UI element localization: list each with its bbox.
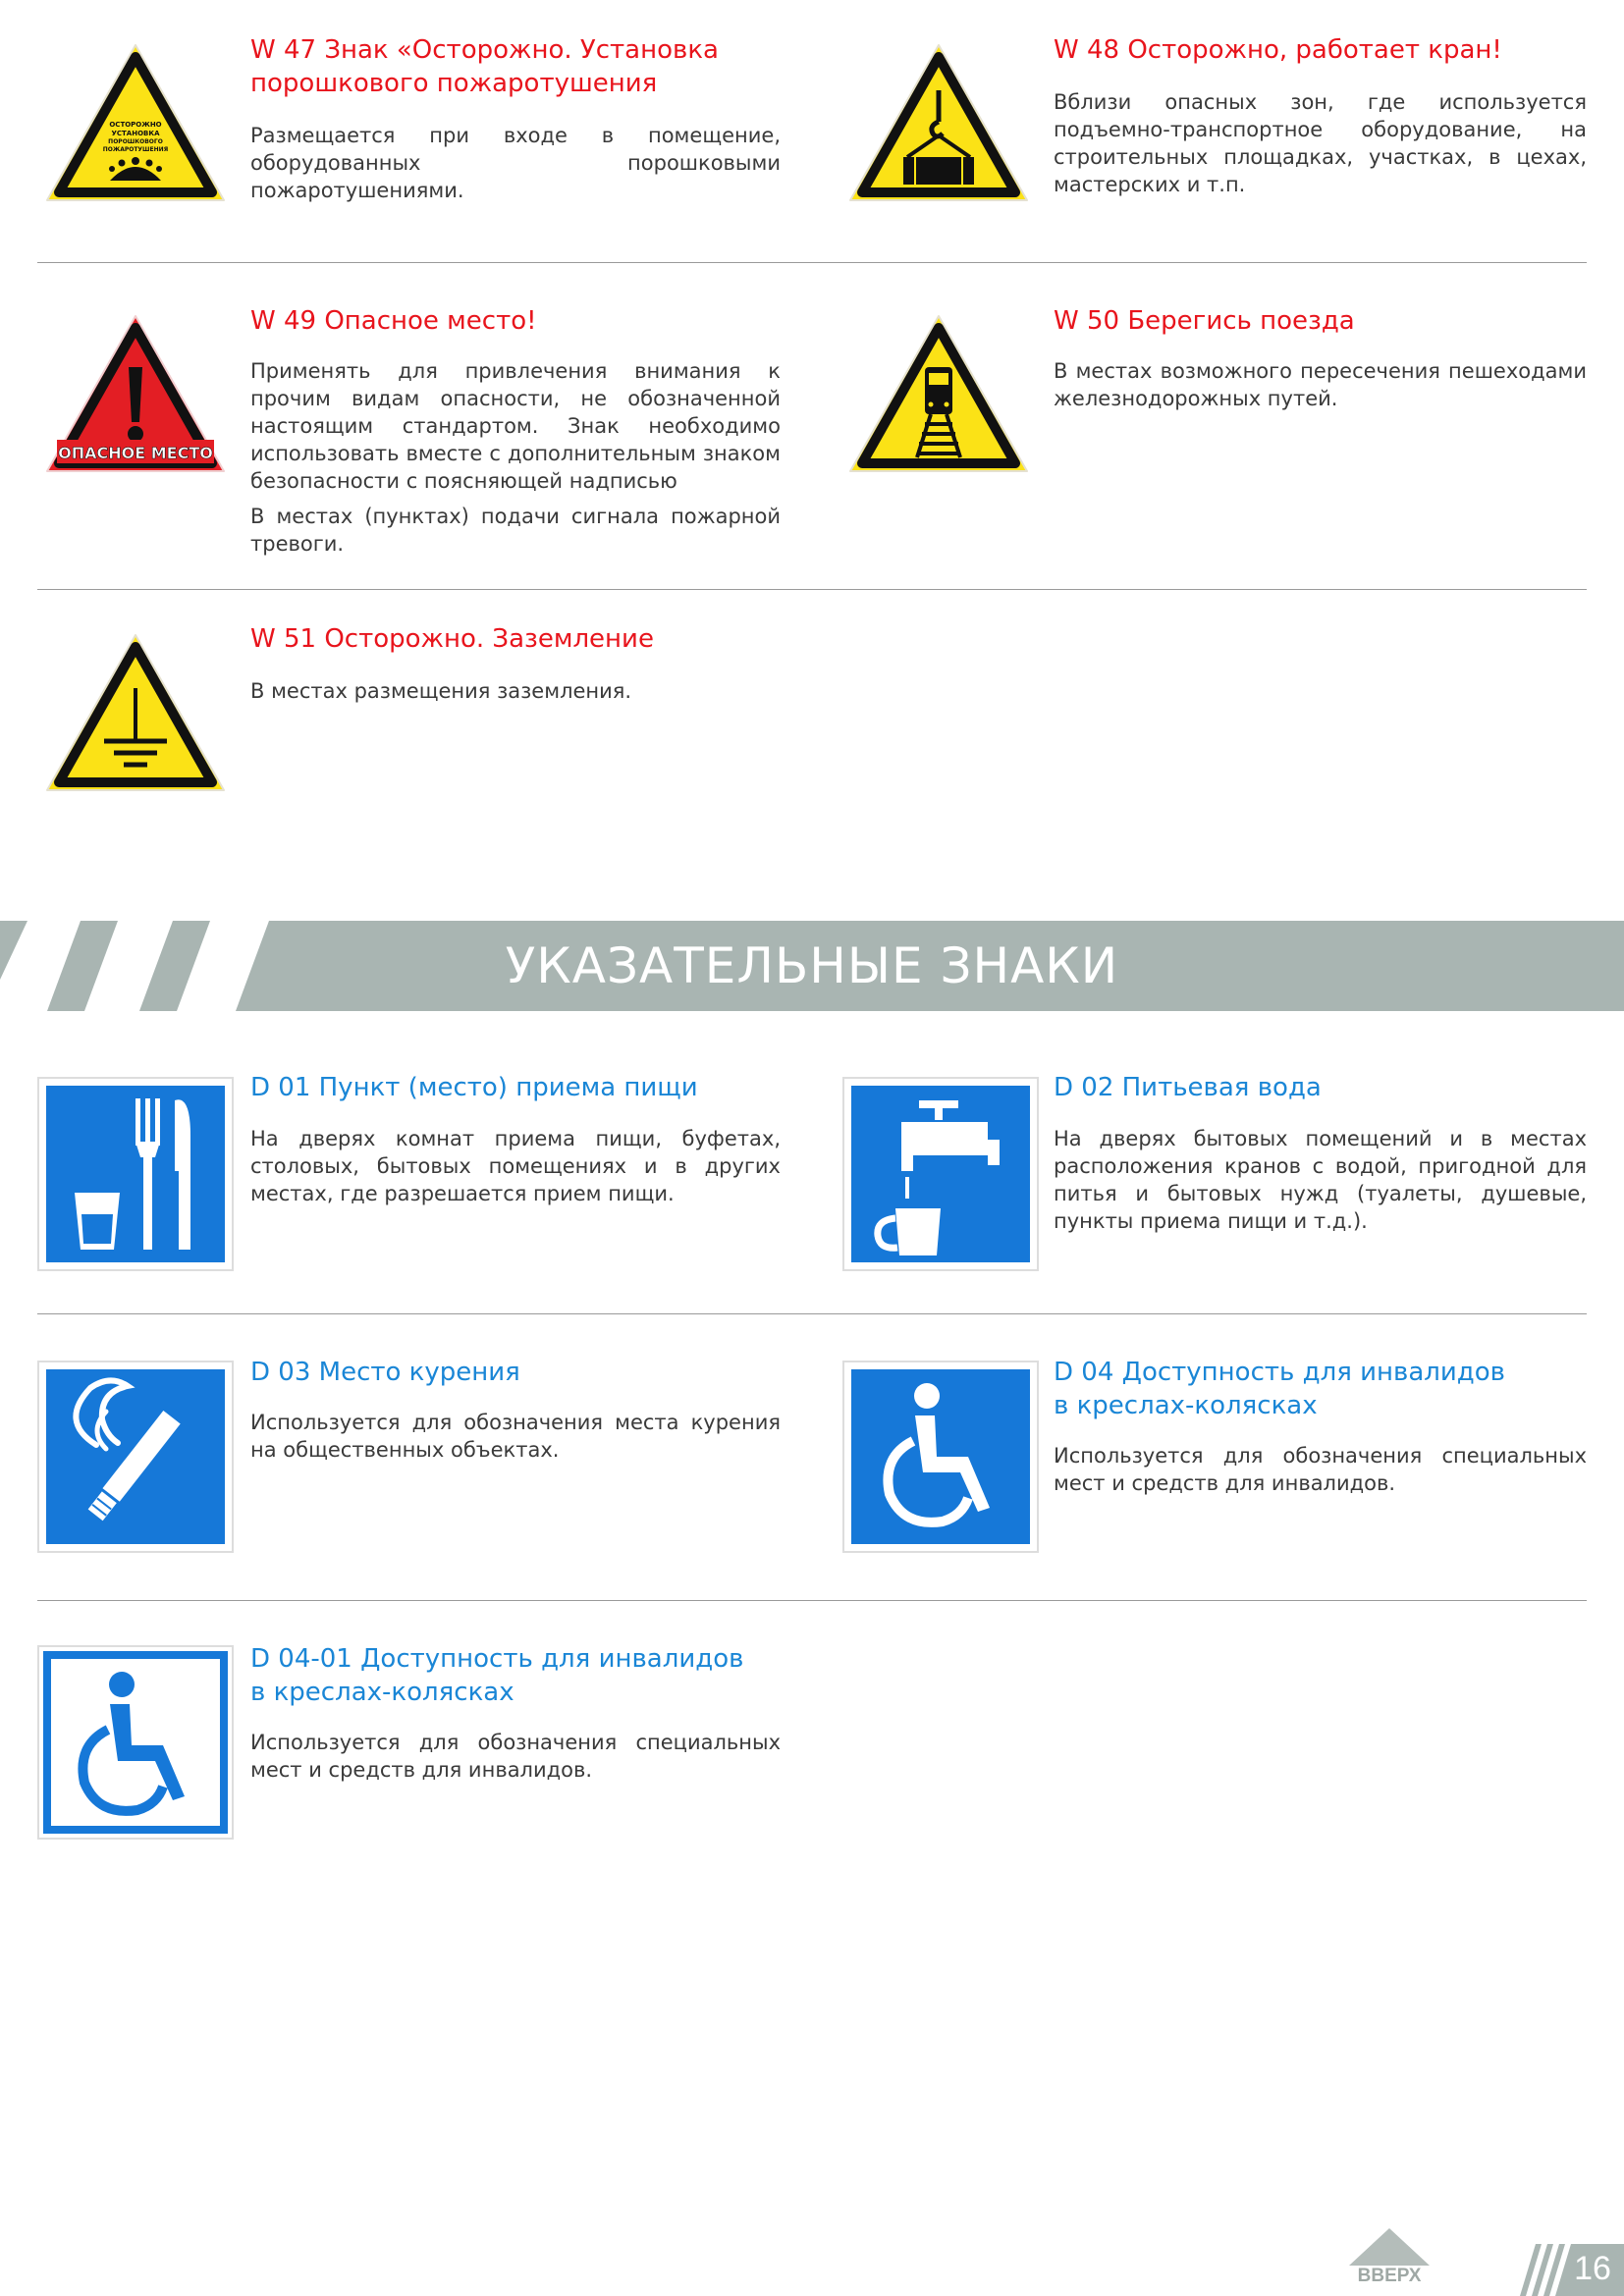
w50-description-text: В местах возможного пересечения пешеходами железнодорожных путей. <box>1054 359 1587 410</box>
d03-description-text: Используется для обозначения места курения на общественных объектах. <box>250 1411 781 1462</box>
w50-description <box>1054 357 1587 412</box>
d04-01-title-line-1: D 04-01 Доступность для инвалидов <box>250 1644 744 1674</box>
w49-title-line-1: W 49 Опасное место! <box>250 306 537 336</box>
divider <box>37 1600 1587 1601</box>
d01-title-line-1: D 01 Пункт (место) приема пищи <box>250 1073 698 1102</box>
d01-description <box>250 1125 781 1207</box>
wheelchair-accessibility-sign-outlined <box>37 1645 234 1840</box>
divider <box>37 1313 1587 1314</box>
w48-title <box>1054 33 1603 67</box>
divider <box>37 262 1587 263</box>
d02-description-text: На дверях бытовых помещений и в местах расположения кранов с водой, пригодной для питья и бытовых нужд (туалеты, душевые, пункты приема пищи и т.д.). <box>1054 1127 1587 1233</box>
d02-title-line-1: D 02 Питьевая вода <box>1054 1073 1322 1102</box>
d04-01-description <box>250 1729 781 1784</box>
d04-title-line-1: D 04 Доступность для инвалидов <box>1054 1358 1505 1387</box>
crane-warning-sign <box>846 41 1031 208</box>
d04-description-text: Используется для обозначения специальных мест и средств для инвалидов. <box>1054 1444 1587 1495</box>
page-number: 16 <box>1574 2250 1611 2287</box>
grounding-warning-sign <box>43 631 228 798</box>
d04-title <box>1054 1356 1603 1422</box>
drinking-water-sign <box>842 1077 1039 1271</box>
d01-title <box>250 1071 800 1104</box>
food-point-sign <box>37 1077 234 1271</box>
w47-description-text: Размещается при входе в помещение, оборудованных порошковыми пожаротушениями. <box>250 124 781 202</box>
w50-title-line-1: W 50 Берегись поезда <box>1054 306 1355 336</box>
w48-description <box>1054 88 1587 198</box>
d02-title <box>1054 1071 1603 1104</box>
danger-place-warning-sign <box>43 312 228 479</box>
sign-caption-line-4: ПОЖАРОТУШЕНИЯ <box>102 146 169 153</box>
smoking-area-sign <box>37 1361 234 1553</box>
w49-title <box>250 304 800 338</box>
train-warning-sign <box>846 312 1031 479</box>
d03-title-line-1: D 03 Место курения <box>250 1358 520 1387</box>
divider <box>37 589 1587 590</box>
d04-01-title-line-2: в креслах-колясках <box>250 1678 514 1707</box>
d04-title-line-2: в креслах-колясках <box>1054 1391 1318 1420</box>
d01-description-text: На дверях комнат приема пищи, буфетах, столовых, бытовых помещениях и в других местах, где разрешается прием пищи. <box>250 1127 781 1205</box>
w49-description-text-2: В местах (пунктах) подачи сигнала пожарной тревоги. <box>250 505 781 556</box>
d03-description <box>250 1409 781 1464</box>
d04-01-description-text: Используется для обозначения специальных мест и средств для инвалидов. <box>250 1731 781 1782</box>
back-to-top-button[interactable]: ВВЕРХ <box>1357 2266 1422 2286</box>
sign-caption-line-1: ОСТОРОЖНО <box>109 121 162 129</box>
d03-title <box>250 1356 800 1389</box>
w48-description-text: Вблизи опасных зон, где используется подъемно-транспортное оборудование, на строительных площадках, участках, в цехах, мастерских и т.п. <box>1054 90 1587 196</box>
w51-title-line-1: W 51 Осторожно. Заземление <box>250 624 654 654</box>
w49-description <box>250 357 781 558</box>
w47-title-line-2: порошкового пожаротушения <box>250 69 658 98</box>
d04-description <box>1054 1442 1587 1497</box>
w51-description <box>250 677 781 705</box>
w47-description <box>250 122 781 204</box>
w48-title-line-1: W 48 Осторожно, работает кран! <box>1054 35 1502 65</box>
sign-caption-line-3: ПОРОШКОВОГО <box>108 138 163 145</box>
w50-title <box>1054 304 1603 338</box>
w51-title <box>250 622 800 656</box>
sign-caption-line-2: УСТАНОВКА <box>111 130 160 137</box>
w51-description-text: В местах размещения заземления. <box>250 679 632 703</box>
wheelchair-accessibility-sign <box>842 1361 1039 1553</box>
w47-title <box>250 33 800 100</box>
w49-description-text: Применять для привлечения внимания к прочим видам опасности, не обозначенной настоящим стандартом. Знак необходимо использовать вместе с дополнительным знаком безопасности с поясняющей надписью <box>250 359 781 493</box>
d04-01-title <box>250 1642 800 1709</box>
section-title: УКАЗАТЕЛЬНЫЕ ЗНАКИ <box>505 937 1119 994</box>
d02-description <box>1054 1125 1587 1235</box>
powder-extinguishing-warning-sign <box>43 41 228 208</box>
w47-title-line-1: W 47 Знак «Осторожно. Установка <box>250 35 719 65</box>
danger-place-sign-caption: ОПАСНОЕ МЕСТО <box>58 444 213 462</box>
